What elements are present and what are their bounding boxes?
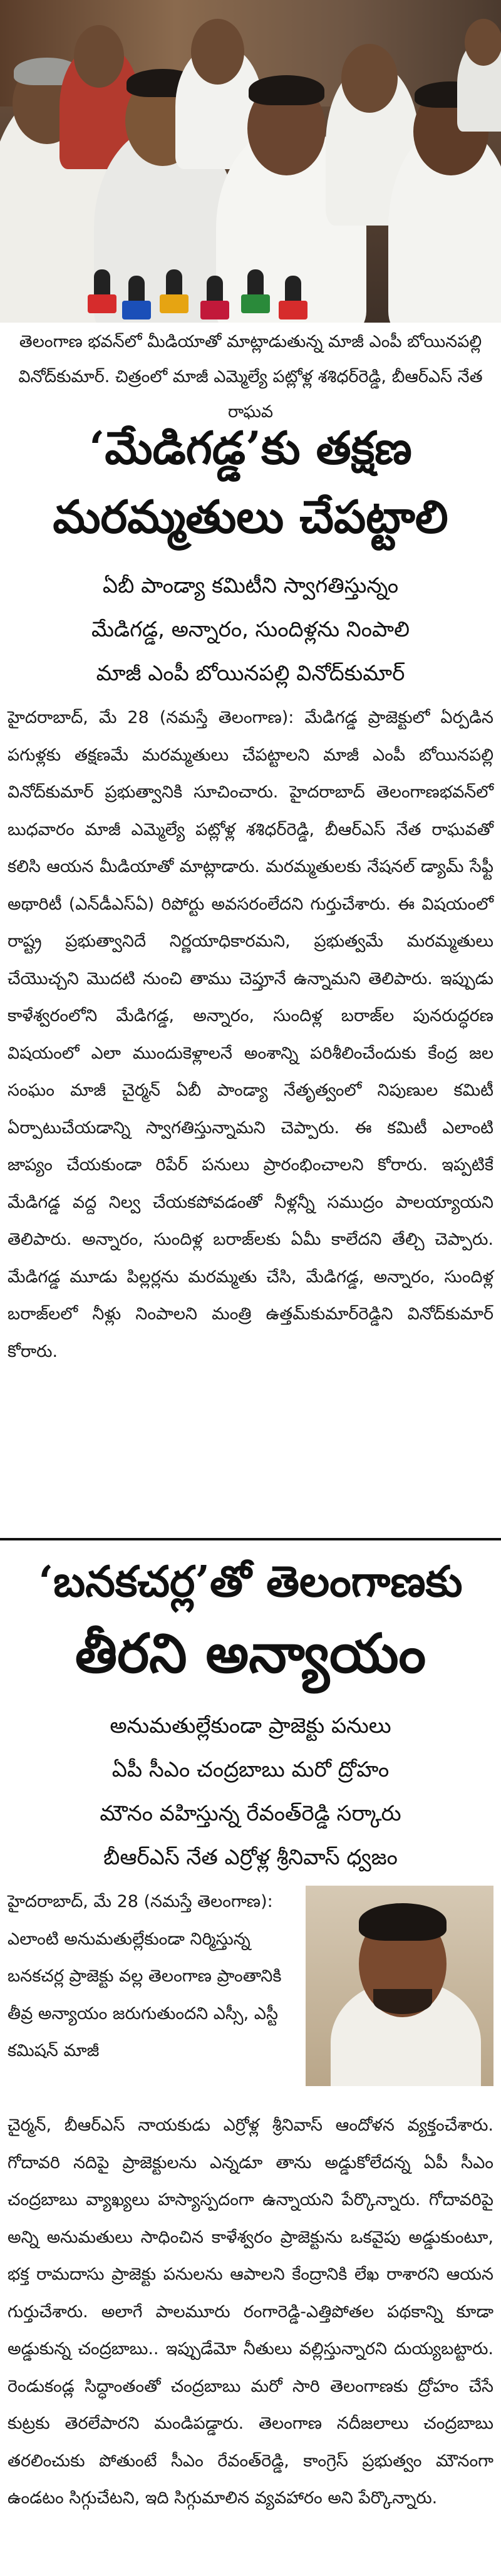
subheading-line-1: ఏబీ పాండ్యా కమిటీని స్వాగతిస్తున్నం — [102, 573, 399, 598]
headline-line-1: ‘మేడిగడ్డ’కు తక్షణ — [89, 421, 412, 474]
article-body: హైదరాబాద్, మే 28 (నమస్తే తెలంగాణ): మేడిగడ్డ ప్రాజెక్టులో ఏర్పడిన పగుళ్లకు తక్షణమే మరమ్మతులు చేపట్టాలని మాజీ ఎంపీ బోయినపల్లి వినోద్‌కుమార్ ప్రభుత్వానికి సూచించారు. హైదరాబాద్ తెలంగాణభవన్‌లో బుధవారం మాజీ ఎమ్మెల్యే పట్లోళ్ల శశిధర్‌రెడ్డి, బీఆర్‌ఎస్ నేత రాఘవతో కలిసి ఆయన మీడియాతో మాట్లాడారు. మరమ్మతులకు నేషనల్ డ్యామ్ సేఫ్టీ అథారిటీ (ఎన్‌డీఎస్‌ఏ) రిపోర్టు అవసరంలేదని గుర్తుచేశారు. ఈ విషయంలో రాష్ట్ర ప్రభుత్వానిదే నిర్ణయాధికారమని, ప్రభుత్వమే మరమ్మతులు చేయొచ్చని మొదటి నుంచి తాము చెప్తూనే ఉన్నామని తెలిపారు. ఇప్పుడు కాళేశ్వరంలోని మేడిగడ్డ, అన్నారం, సుందిళ్ల బరాజ్‌ల పునరుద్ధరణ విషయంలో ఎలా ముందుకెళ్లాలనే అంశాన్ని పరిశీలించేందుకు కేంద్ర జల సంఘం మాజీ చైర్మన్ ఏబీ పాండ్యా నేతృత్వంలో నిపుణుల కమిటీ ఏర్పాటుచేయడాన్ని స్వాగతిస్తున్నామని చెప్పారు. ఈ కమిటీ ఎలాంటి జాప్యం చేయకుండా రిపేర్ పనులు ప్రారంభించాలని కోరారు. ఇప్పటికే మేడిగడ్డ వద్ద నిల్వ చేయకపోవడంతో నీళ్లన్నీ సముద్రం పాలయ్యాయని తెలిపారు. అన్నారం, సుందిళ్ల బరాజ్‌లకు ఏమీ కాలేదని తేల్చి చెప్పారు. మేడిగడ్డ మూడు పిల్లర్లను మరమ్మతు చేసి, మేడిగడ్డ, అన్నారం, సుందిళ్ల బరాజ్‌లలో నీళ్లు నింపాలని మంత్రి ఉత్తమ్‌కుమార్‌రెడ్డిని వినోద్‌కుమార్ కోరారు. — [8, 708, 493, 1361]
microphone-tag — [88, 294, 116, 313]
portrait-beard — [373, 1989, 432, 2014]
microphone-tag — [200, 301, 229, 319]
person-far-right-head — [465, 19, 501, 66]
headline-line-1: ‘బనకచర్ల’తో తెలంగాణకు — [38, 1557, 463, 1607]
headline-line-2: మరమ్మతులు చేపట్టాలి — [53, 490, 448, 543]
person-back-right-head — [341, 44, 398, 113]
subheading-line-3: మౌనం వహిస్తున్న రేవంత్‌రెడ్డి సర్కారు — [100, 1801, 401, 1826]
microphone-tag — [241, 294, 270, 313]
article-body-beside-photo: హైదరాబాద్, మే 28 (నమస్తే తెలంగాణ): ఎలాంటి అనుమతుల్లేకుండా నిర్మిస్తున్న బనకచర్ల ప్రాజెక్టు వల్ల తెలంగాణ ప్రాంతానికి తీవ్ర అన్యాయం జరుగుతుందని ఎస్సీ, ఎస్టీ కమిషన్ మాజీ — [8, 1892, 282, 2060]
subheading-line-2: మేడిగడ్డ, అన్నారం, సుందిళ్లను నింపాలి — [91, 617, 410, 642]
microphone-tag — [122, 301, 151, 319]
headline-line-2: తీరని అన్యాయం — [75, 1622, 426, 1685]
subheading-line-1: అనుమతుల్లేకుండా ప్రాజెక్టు పనులు — [110, 1713, 391, 1738]
subheading-line-3: మాజీ ఎంపీ బోయినపల్లి వినోద్‌కుమార్ — [96, 661, 405, 686]
microphone-tag — [279, 301, 307, 319]
portrait-hair — [359, 1903, 447, 1941]
press-meet-photo — [0, 0, 501, 323]
article-divider — [0, 1538, 501, 1540]
subheading-line-4: బీఆర్‌ఎస్ నేత ఎర్రోళ్ల శ్రీనివాస్ ధ్వజం — [103, 1845, 398, 1870]
photo-caption: తెలంగాణ భవన్‌లో మీడియాతో మాట్లాడుతున్న మాజీ ఎంపీ బోయినపల్లి వినోద్‌కుమార్. చిత్రంలో మాజీ ఎమ్మెల్యే పట్లోళ్ల శశిధర్‌రెడ్డి, బీఆర్‌ఎస్ నేత రాఘవ — [18, 332, 483, 422]
microphone-tag — [160, 294, 189, 313]
article-body: చైర్మన్, బీఆర్‌ఎస్ నాయకుడు ఎర్రోళ్ల శ్రీనివాస్ ఆందోళన వ్యక్తంచేశారు. గోదావరి నదిపై ప్రాజెక్టులను ఎన్నడూ తాను అడ్డుకోలేదన్న ఏపీ సీఎం చంద్రబాబు వ్యాఖ్యలు హస్యాస్పదంగా ఉన్నాయని పేర్కొన్నారు. గోదావరిపై అన్ని అనుమతులు సాధించిన కాళేశ్వరం ప్రాజెక్టును ఒకవైపు అడ్డుకుంటూ, భక్త రామదాసు ప్రాజెక్టు పనులను ఆపాలని కేంద్రానికి లేఖ రాశారని ఆయన గుర్తుచేశారు. అలాగే పాలమూరు రంగారెడ్డి-ఎత్తిపోతల పథకాన్ని కూడా అడ్డుకున్న చంద్రబాబు.. ఇప్పుడేమో నీతులు వల్లిస్తున్నారని దుయ్యబట్టారు. రెండుకండ్ల సిద్ధాంతంతో చంద్రబాబు మరో సారి తెలంగాణకు ద్రోహం చేసే కుట్రకు తెరలేపారని మండిపడ్డారు. తెలంగాణ నదీజలాలు చంద్రబాబు తరలించుకు పోతుంటే సీఎం రేవంత్‌రెడ్డి, కాంగ్రెస్ ప్రభుత్వం మౌనంగా ఉండటం సిగ్గుచేటని, ఇది సిగ్గుమాలిన వ్యవహారం అని పేర్కొన్నారు. — [8, 2116, 493, 2508]
subheading-line-2: ఏపీ సీఎం చంద్రబాబు మరో ద్రోహం — [111, 1757, 390, 1782]
person-back-left-head — [74, 25, 124, 88]
person-back-mid-head — [191, 19, 244, 85]
portrait-photo — [306, 1886, 493, 2086]
speaker-hair — [249, 75, 324, 105]
